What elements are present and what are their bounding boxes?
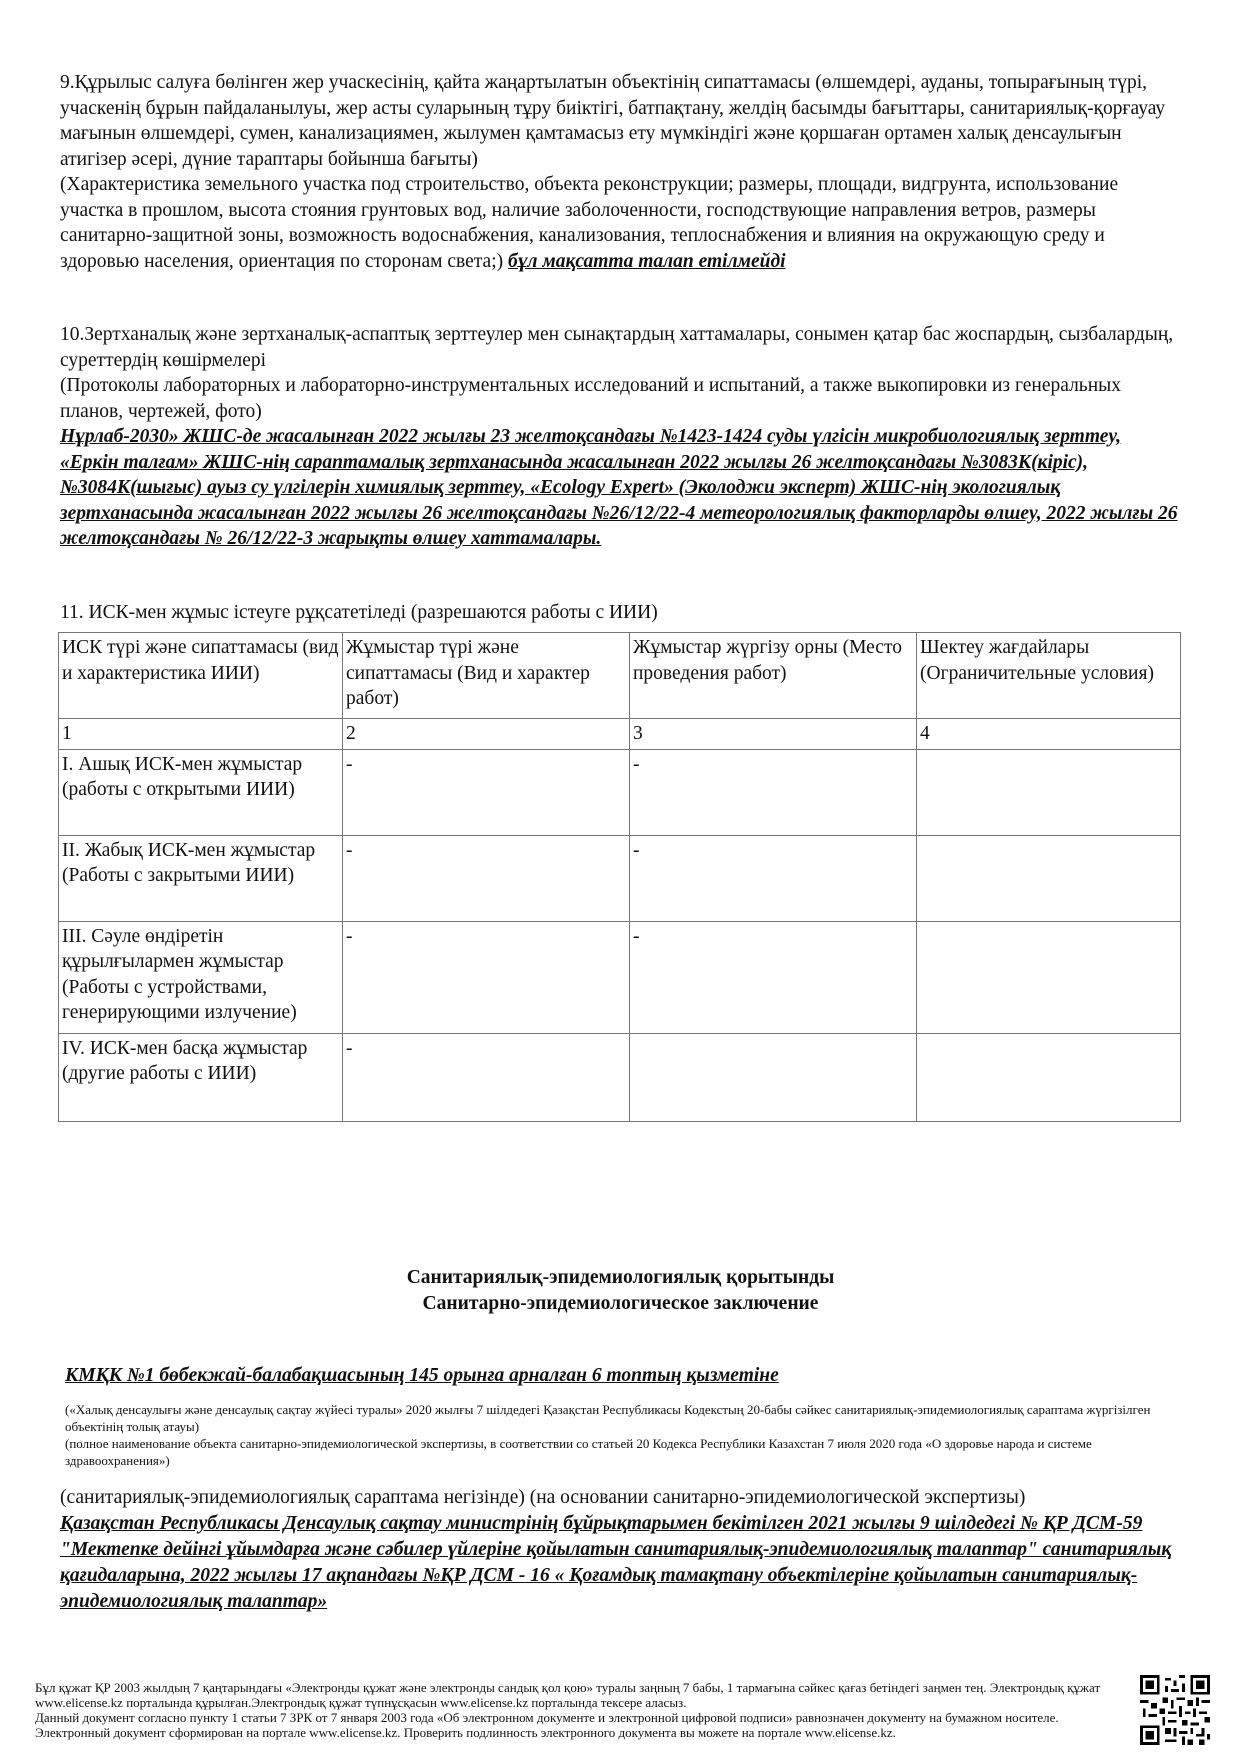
table-row [59,1033,1181,1121]
basis-section [60,1485,1180,1615]
object-note-kz: («Халық денсаулығы және денсаулық сақтау жүйесі туралы» 2020 жылғы 7 шілдедегі Қазақстан Республикасы Кодекстың 20-бабы сәйкес санитариялық-эпидемиологиялық сараптама жүргізілген объектінің толық атауы) [65,1402,1151,1434]
section-9-ru: (Характеристика земельного участка под строительство, объекта реконструкции; размеры, площади, видгрунта, использование участка в прошлом, высота стояния грунтовых вод, наличие заболоченности, господствующие направления ветров, размеры санитарно-защитной зоны, возможность водоснабжения, канализования, теплоснабжения и влияния на окружающую среду и здоровью населения, ориентация по сторонам света;) [60,174,1119,272]
table-cell [630,1033,917,1121]
section-10 [60,322,1180,552]
table-number-row [59,719,1181,750]
conclusion-title [0,1265,1241,1317]
table-cell: - [630,921,917,1033]
section-10-ru: (Протоколы лабораторных и лабораторно-инструментальных исследований и испытаний, а также выкопировки из генеральных планов, чертежей, фото) [60,375,1121,422]
section-11-title: 11. ИСК-мен жұмыс істеуге рұқсатетіледі (разрешаются работы с ИИИ) [60,602,658,623]
table-cell: - [630,749,917,835]
header-cell: Шектеу жағдайлары (Ограничительные условия) [917,633,1181,719]
header-cell: Жұмыстар түрі және сипаттамасы (Вид и характер работ) [343,633,630,719]
object-note [65,1401,1180,1469]
table-cell: - [343,921,630,1033]
object-note-ru: (полное наименование объекта санитарно-эпидемиологической экспертизы, в соответствии со статьей 20 Кодекса Республики Казахстан 7 июля 2020 года «О здоровье народа и системе здравоохранения») [65,1436,1092,1468]
number-cell: 2 [343,719,630,750]
table-cell: II. Жабық ИСК-мен жұмыстар (Работы с закрытыми ИИИ) [59,835,343,921]
table-row [59,835,1181,921]
section-9-answer: бұл мақсатта талап етілмейді [507,250,786,272]
basis-text: Қазақстан Республикасы Денсаулық сақтау министрінің бұйрықтарымен бекітілген 2021 жылғы 9 шілдедегі № ҚР ДСМ-59 "Мектепке дейінгі ұйымдарға және сәбилер үйлеріне қойылатын санитариялық-эпидемиологиялық талаптар" санитариялық қағидаларына, 2022 жылғы 17 ақпандағы №ҚР ДСМ - 16 « Қоғамдық тамақтану объектілеріне қойылатын санитариялық-эпидемиологиялық талаптар» [60,1513,1172,1612]
table-cell: - [343,1033,630,1121]
table-cell: I. Ашық ИСК-мен жұмыстар (работы с открытыми ИИИ) [59,749,343,835]
conclusion-title-ru: Санитарно-эпидемиологическое заключение [422,1293,819,1314]
number-cell: 4 [917,719,1181,750]
number-cell: 1 [59,719,343,750]
header-cell: Жұмыстар жүргізу орны (Место проведения работ) [630,633,917,719]
conclusion-title-kz: Санитариялық-эпидемиологиялық қорытынды [406,1267,835,1288]
header-cell: ИСК түрі және сипаттамасы (вид и характеристика ИИИ) [59,633,343,719]
table-row [59,749,1181,835]
object-name: КМҚК №1 бөбекжай-балабақшасының 145 орынға арналған 6 топтың қызметіне [65,1365,779,1386]
table-cell [917,1033,1181,1121]
table-cell [917,835,1181,921]
number-cell: 3 [630,719,917,750]
table-cell [917,749,1181,835]
iii-table [58,632,1181,1122]
footer [35,1680,1115,1740]
basis-label: (санитариялық-эпидемиологиялық сараптама негізінде) (на основании санитарно-эпидемиологической экспертизы) [60,1487,1026,1508]
table-row [59,921,1181,1033]
footer-ru: Данный документ согласно пункту 1 статьи 7 ЗРК от 7 января 2003 года «Об электронном документе и электронной цифровой подписи» равнозначен документу на бумажном носителе. Электронный документ сформирован на портале www.elicense.kz. Проверить подлинность электронного документа вы можете на портале www.elicense.kz. [35,1710,1059,1740]
qr-code-icon [1140,1675,1210,1745]
table-header-row [59,633,1181,719]
table-cell: - [343,835,630,921]
section-9 [60,70,1180,274]
table-cell: - [630,835,917,921]
table-cell [917,921,1181,1033]
table-cell: - [343,749,630,835]
table-cell: III. Сәуле өндіретін құрылғылармен жұмыстар (Работы с устройствами, генерирующими излучение) [59,921,343,1033]
table-cell: IV. ИСК-мен басқа жұмыстар (другие работы с ИИИ) [59,1033,343,1121]
section-10-kz: 10.Зертханалық және зертханалық-аспаптық зерттеулер мен сынақтардың хаттамалары, сонымен қатар бас жоспардың, сызбалардың, суреттердің көшірмелері [60,324,1174,371]
section-9-kz: 9.Құрылыс салуға бөлінген жер учаскесінің, қайта жаңартылатын объектінің сипаттамасы (өлшемдері, ауданы, топырағының түрі, учаскенің бұрын пайдаланылуы, жер асты суларының тұру биіктігі, батпақтану, желдің басымды бағыттары, санитариялық-қорғауау мағынын өлшемдері, сумен, канализациямен, жылумен қамтамасыз ету мүмкіндігі және қоршаған ортамен халық денсаулығын атигізер әсері, дүние тараптары бойынша бағыты) [60,72,1166,170]
section-10-answer: Нұрлаб-2030» ЖШС-де жасалынған 2022 жылғы 23 желтоқсандағы №1423-1424 суды үлгісін микробиологиялық зерттеу, «Еркін талғам» ЖШС-нің сараптамалық зертханасында жасалынған 2022 жылғы 26 желтоқсандағы №3083К(кіріс), №3084К(шығыс) ауыз су үлгілерін химиялық зерттеу, «Ecology Expert» (Эколоджи эксперт) ЖШС-нің экологиялық зертханасында жасалынған 2022 жылғы 26 желтоқсандағы №26/12/22-4 метеорологиялық факторларды өлшеу, 2022 жылғы 26 желтоқсандағы № 26/12/22-3 жарықты өлшеу хаттамалары. [60,426,1178,549]
footer-kz: Бұл құжат ҚР 2003 жылдың 7 қаңтарындағы «Электронды құжат және электронды сандық қол қою» туралы заңның 7 бабы, 1 тармағына сәйкес қағаз бетіндегі заңмен тең. Электрондық құжат www.elicense.kz порталында құрылған.Электрондық құжат түпнұсқасын www.elicense.kz порталында тексере аласыз. [35,1680,1101,1710]
